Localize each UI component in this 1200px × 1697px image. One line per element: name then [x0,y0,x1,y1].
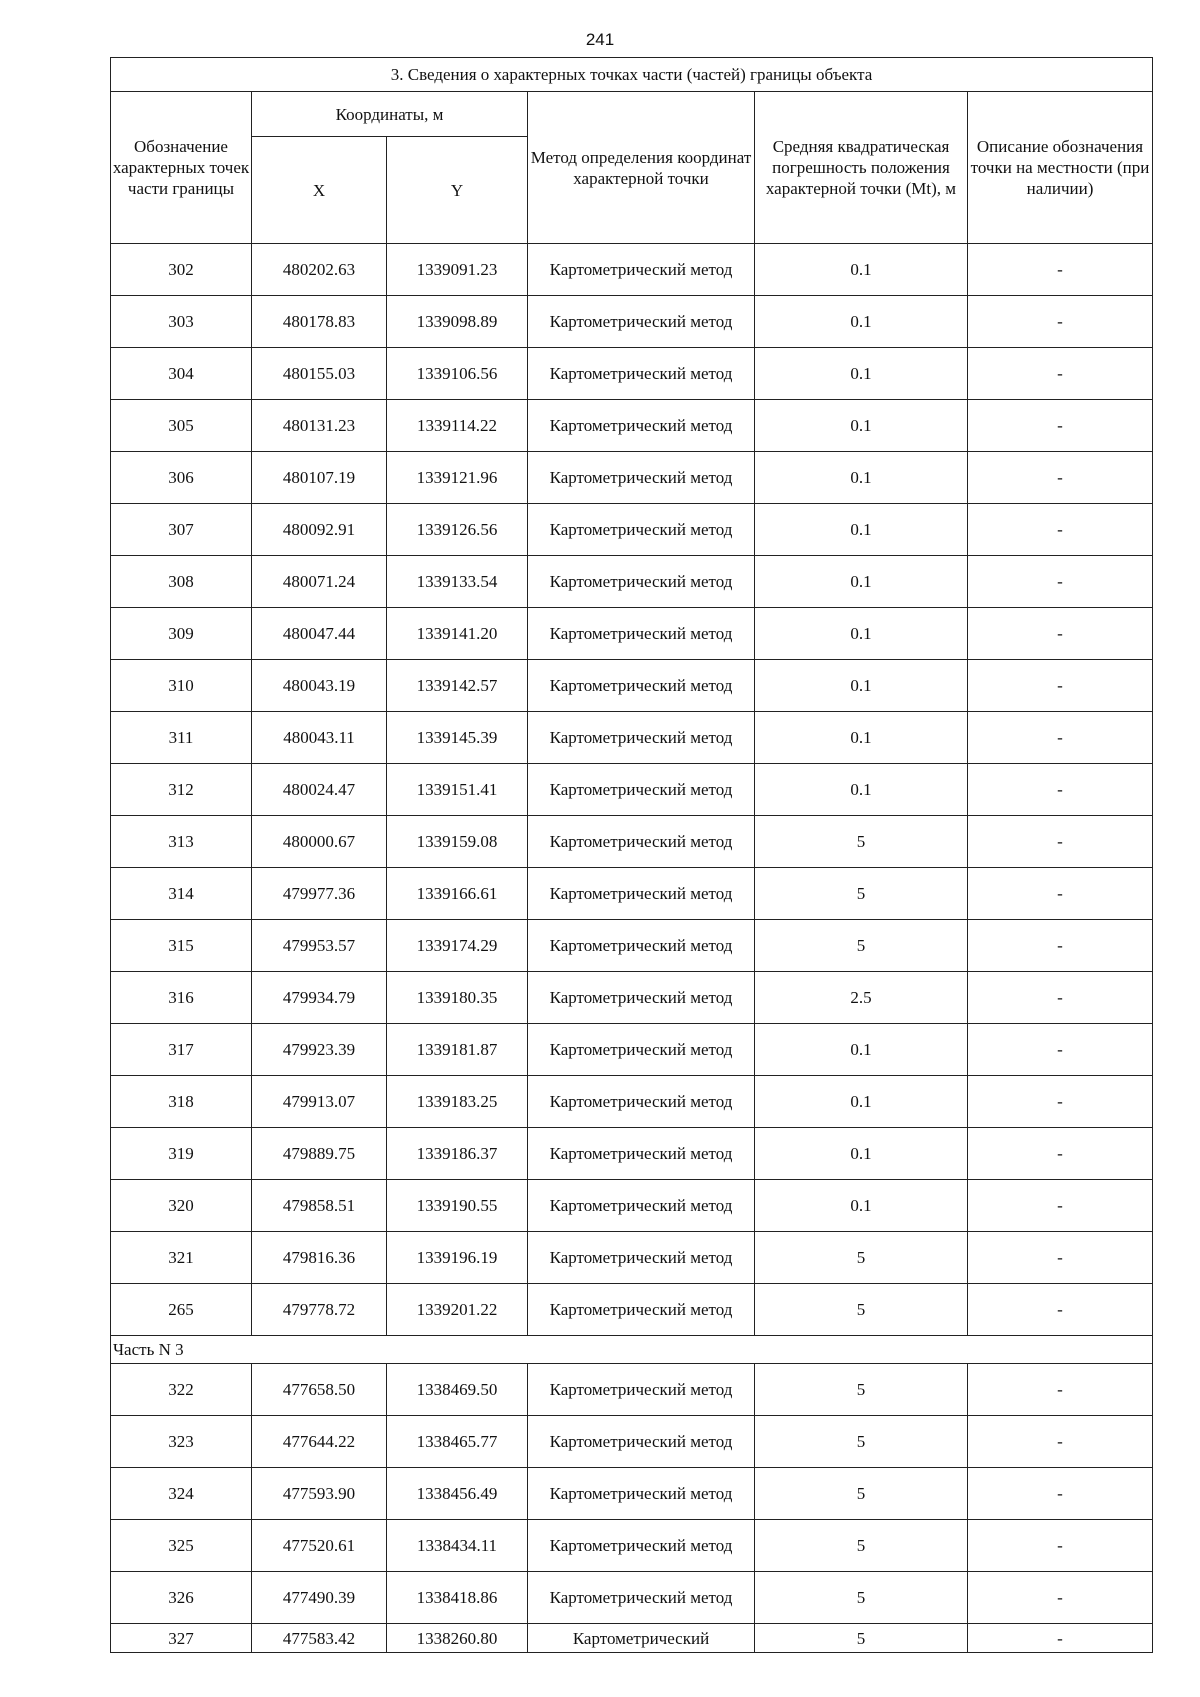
cell-method: Картометрический метод [528,972,755,1024]
cell-point-description: - [968,712,1153,764]
cell-point-id: 304 [111,348,252,400]
cell-coord-x: 477583.42 [252,1624,387,1653]
cell-coord-y: 1339145.39 [387,712,528,764]
cell-coord-x: 477644.22 [252,1416,387,1468]
cell-method: Картометрический метод [528,1572,755,1624]
cell-point-id: 307 [111,504,252,556]
cell-coord-x: 480202.63 [252,244,387,296]
cell-point-id: 327 [111,1624,252,1653]
header-description: Описание обозначения точки на местности (при наличии) [968,92,1153,244]
cell-mt-error: 5 [755,868,968,920]
cell-coord-y: 1338434.11 [387,1520,528,1572]
cell-coord-x: 480092.91 [252,504,387,556]
cell-method: Картометрический метод [528,816,755,868]
cell-mt-error: 0.1 [755,1024,968,1076]
table-row [111,1468,1153,1520]
cell-point-description: - [968,556,1153,608]
cell-coord-x: 480071.24 [252,556,387,608]
cell-coord-y: 1339133.54 [387,556,528,608]
cell-point-description: - [968,244,1153,296]
cell-point-description: - [968,1284,1153,1336]
table-row [111,296,1153,348]
cell-method: Картометрический метод [528,1128,755,1180]
cell-method: Картометрический метод [528,244,755,296]
table-title: 3. Сведения о характерных точках части (частей) границы объекта [111,58,1153,92]
cell-mt-error: 0.1 [755,1076,968,1128]
cell-coord-y: 1339201.22 [387,1284,528,1336]
table-row [111,972,1153,1024]
cell-point-description: - [968,764,1153,816]
cell-method: Картометрический метод [528,1180,755,1232]
characteristic-points-table [110,57,1153,1653]
cell-coord-x: 480024.47 [252,764,387,816]
cell-method: Картометрический метод [528,1284,755,1336]
cell-method: Картометрический метод [528,868,755,920]
table-row [111,764,1153,816]
cell-coord-x: 479778.72 [252,1284,387,1336]
cell-point-description: - [968,348,1153,400]
cell-coord-x: 480131.23 [252,400,387,452]
cell-coord-y: 1339141.20 [387,608,528,660]
table-row [111,1232,1153,1284]
cell-mt-error: 0.1 [755,1128,968,1180]
table-body [111,244,1153,1653]
cell-point-id: 303 [111,296,252,348]
table-row [111,1520,1153,1572]
cell-mt-error: 5 [755,1572,968,1624]
table-row [111,1624,1153,1653]
table-row [111,660,1153,712]
table-row [111,556,1153,608]
cell-mt-error: 5 [755,920,968,972]
part-row [111,1336,1153,1364]
cell-point-description: - [968,920,1153,972]
header-x: X [252,137,387,244]
cell-point-id: 310 [111,660,252,712]
cell-point-id: 309 [111,608,252,660]
cell-method: Картометрический метод [528,556,755,608]
table-row [111,712,1153,764]
cell-coord-x: 479977.36 [252,868,387,920]
table-row [111,1284,1153,1336]
cell-method: Картометрический метод [528,1076,755,1128]
cell-method: Картометрический метод [528,608,755,660]
table-row [111,920,1153,972]
cell-coord-x: 477658.50 [252,1364,387,1416]
cell-point-description: - [968,296,1153,348]
cell-coord-y: 1339196.19 [387,1232,528,1284]
cell-method: Картометрический метод [528,504,755,556]
cell-coord-y: 1338456.49 [387,1468,528,1520]
cell-coord-y: 1339121.96 [387,452,528,504]
table-row [111,816,1153,868]
cell-point-description: - [968,1364,1153,1416]
cell-point-description: - [968,816,1153,868]
cell-coord-y: 1338469.50 [387,1364,528,1416]
cell-point-id: 302 [111,244,252,296]
table-row [111,348,1153,400]
cell-coord-x: 479816.36 [252,1232,387,1284]
cell-method: Картометрический метод [528,1520,755,1572]
cell-point-description: - [968,660,1153,712]
cell-mt-error: 0.1 [755,764,968,816]
cell-point-id: 312 [111,764,252,816]
header-method: Метод определения координат характерной точки [528,92,755,244]
cell-mt-error: 0.1 [755,296,968,348]
table-row [111,1128,1153,1180]
cell-coord-y: 1339166.61 [387,868,528,920]
cell-point-description: - [968,1624,1153,1653]
cell-point-description: - [968,1416,1153,1468]
table-row [111,400,1153,452]
cell-coord-y: 1339174.29 [387,920,528,972]
cell-point-id: 320 [111,1180,252,1232]
cell-method: Картометрический метод [528,1416,755,1468]
cell-point-id: 317 [111,1024,252,1076]
cell-coord-y: 1339098.89 [387,296,528,348]
cell-point-description: - [968,504,1153,556]
part-label: Часть N 3 [111,1336,1153,1364]
cell-coord-x: 480155.03 [252,348,387,400]
cell-point-id: 316 [111,972,252,1024]
page-number: 241 [585,30,615,49]
table-row [111,504,1153,556]
cell-method: Картометрический метод [528,400,755,452]
table-row [111,1076,1153,1128]
cell-mt-error: 0.1 [755,556,968,608]
cell-coord-y: 1339159.08 [387,816,528,868]
cell-coord-x: 479923.39 [252,1024,387,1076]
cell-point-id: 322 [111,1364,252,1416]
cell-method: Картометрический метод [528,660,755,712]
cell-coord-y: 1339180.35 [387,972,528,1024]
cell-point-description: - [968,1128,1153,1180]
cell-mt-error: 2.5 [755,972,968,1024]
cell-method: Картометрический метод [528,920,755,972]
table-row [111,1364,1153,1416]
cell-mt-error: 0.1 [755,712,968,764]
cell-point-id: 305 [111,400,252,452]
table-row [111,608,1153,660]
cell-mt-error: 0.1 [755,660,968,712]
cell-point-id: 314 [111,868,252,920]
cell-coord-x: 480107.19 [252,452,387,504]
cell-point-description: - [968,608,1153,660]
cell-coord-y: 1339183.25 [387,1076,528,1128]
cell-coord-x: 477593.90 [252,1468,387,1520]
cell-coord-x: 477520.61 [252,1520,387,1572]
header-designation: Обозначение характерных точек части границы [111,92,252,244]
cell-point-id: 324 [111,1468,252,1520]
cell-mt-error: 5 [755,1468,968,1520]
cell-method: Картометрический метод [528,1468,755,1520]
cell-method: Картометрический метод [528,764,755,816]
cell-coord-y: 1339181.87 [387,1024,528,1076]
cell-coord-y: 1339151.41 [387,764,528,816]
cell-coord-y: 1338465.77 [387,1416,528,1468]
cell-point-id: 315 [111,920,252,972]
cell-method: Картометрический [528,1624,755,1653]
cell-mt-error: 0.1 [755,608,968,660]
cell-mt-error: 0.1 [755,348,968,400]
table-row [111,1180,1153,1232]
table-row [111,244,1153,296]
cell-mt-error: 0.1 [755,400,968,452]
cell-point-id: 308 [111,556,252,608]
cell-point-description: - [968,972,1153,1024]
cell-coord-x: 479934.79 [252,972,387,1024]
cell-coord-y: 1338418.86 [387,1572,528,1624]
header-y: Y [387,137,528,244]
cell-coord-y: 1339142.57 [387,660,528,712]
cell-method: Картометрический метод [528,348,755,400]
cell-point-id: 313 [111,816,252,868]
cell-mt-error: 0.1 [755,504,968,556]
cell-point-description: - [968,400,1153,452]
cell-coord-x: 480043.11 [252,712,387,764]
cell-point-id: 319 [111,1128,252,1180]
cell-mt-error: 5 [755,1232,968,1284]
cell-coord-x: 479953.57 [252,920,387,972]
cell-coord-x: 477490.39 [252,1572,387,1624]
cell-method: Картометрический метод [528,712,755,764]
cell-method: Картометрический метод [528,452,755,504]
cell-point-id: 323 [111,1416,252,1468]
cell-point-id: 306 [111,452,252,504]
cell-mt-error: 0.1 [755,1180,968,1232]
cell-coord-y: 1339186.37 [387,1128,528,1180]
cell-method: Картометрический метод [528,1024,755,1076]
cell-point-description: - [968,1468,1153,1520]
cell-coord-x: 479913.07 [252,1076,387,1128]
cell-point-description: - [968,1572,1153,1624]
cell-point-description: - [968,868,1153,920]
cell-coord-x: 480047.44 [252,608,387,660]
cell-point-id: 325 [111,1520,252,1572]
cell-mt-error: 5 [755,816,968,868]
table-row [111,452,1153,504]
cell-mt-error: 0.1 [755,244,968,296]
cell-point-description: - [968,1520,1153,1572]
cell-mt-error: 5 [755,1364,968,1416]
cell-mt-error: 5 [755,1284,968,1336]
cell-coord-y: 1339114.22 [387,400,528,452]
cell-mt-error: 5 [755,1624,968,1653]
header-error: Средняя квадратическая погрешность положения характерной точки (Mt), м [755,92,968,244]
table-row [111,1024,1153,1076]
cell-method: Картометрический метод [528,1232,755,1284]
cell-point-description: - [968,1076,1153,1128]
cell-mt-error: 0.1 [755,452,968,504]
table-row [111,1572,1153,1624]
cell-coord-x: 479858.51 [252,1180,387,1232]
cell-mt-error: 5 [755,1520,968,1572]
cell-point-id: 326 [111,1572,252,1624]
cell-coord-x: 480178.83 [252,296,387,348]
header-coordinates: Координаты, м [252,92,528,137]
cell-point-description: - [968,1232,1153,1284]
table-row [111,868,1153,920]
cell-point-description: - [968,452,1153,504]
cell-point-id: 311 [111,712,252,764]
cell-mt-error: 5 [755,1416,968,1468]
cell-point-id: 265 [111,1284,252,1336]
cell-point-description: - [968,1024,1153,1076]
cell-coord-y: 1339126.56 [387,504,528,556]
cell-coord-x: 480000.67 [252,816,387,868]
cell-coord-x: 480043.19 [252,660,387,712]
table-row [111,1416,1153,1468]
cell-coord-y: 1339190.55 [387,1180,528,1232]
cell-coord-x: 479889.75 [252,1128,387,1180]
cell-coord-y: 1339091.23 [387,244,528,296]
cell-point-id: 318 [111,1076,252,1128]
cell-coord-y: 1339106.56 [387,348,528,400]
cell-point-id: 321 [111,1232,252,1284]
cell-point-description: - [968,1180,1153,1232]
cell-coord-y: 1338260.80 [387,1624,528,1653]
cell-method: Картометрический метод [528,296,755,348]
cell-method: Картометрический метод [528,1364,755,1416]
